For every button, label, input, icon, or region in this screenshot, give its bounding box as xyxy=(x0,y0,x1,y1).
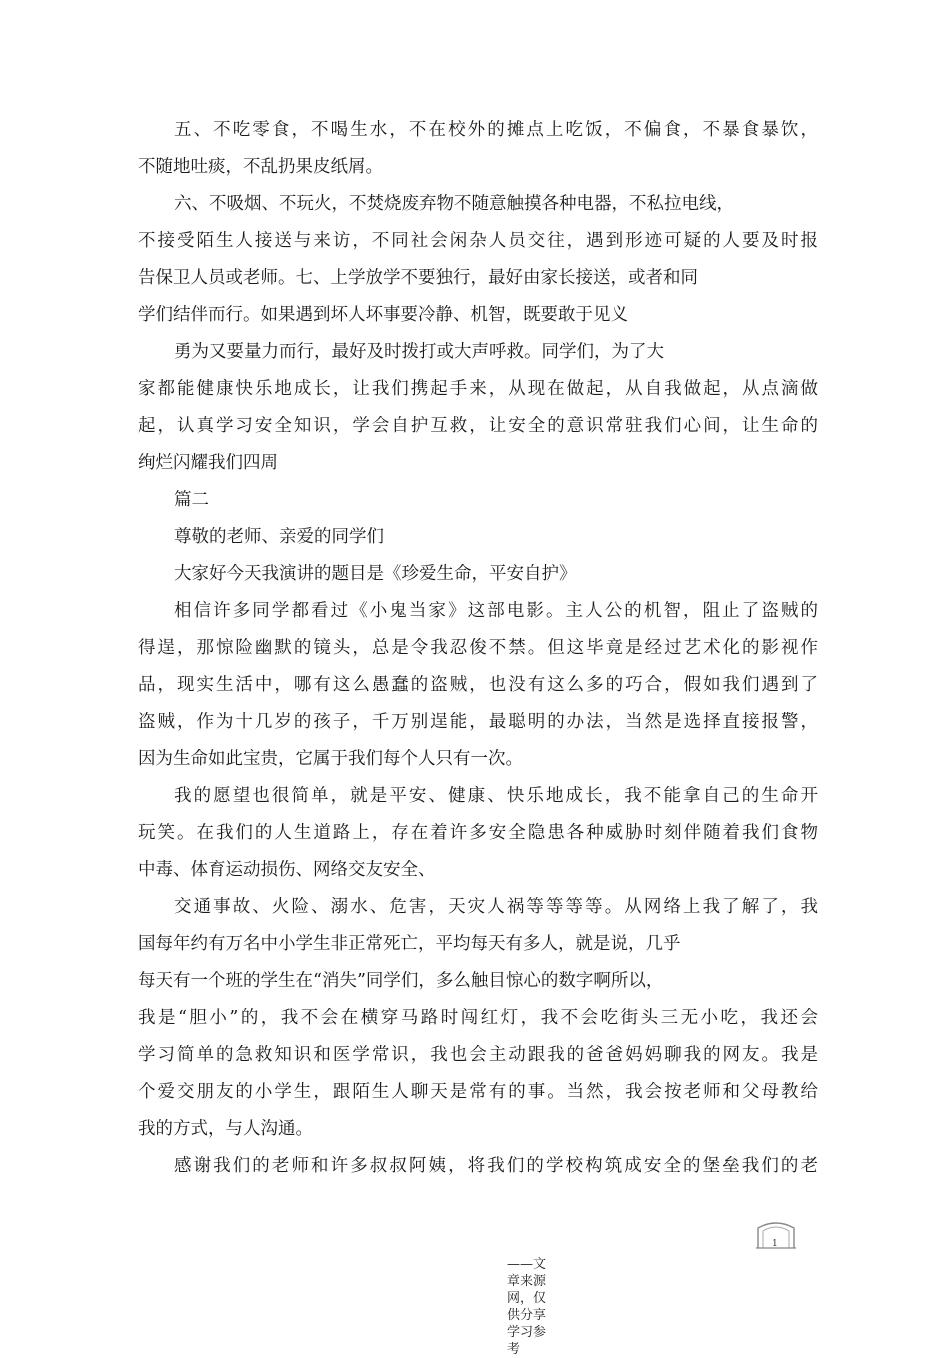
text-line: 五、不吃零食，不喝生水，不在校外的摊点上吃饭，不偏食，不暴食暴饮， xyxy=(174,120,818,140)
source-watermark: ——文章来源网，仅供分享学习参考 xyxy=(507,1257,547,1357)
page-number-icon xyxy=(754,1220,798,1250)
text-line: 起，认真学习安全知识，学会自护互救，让安全的意识常驻我们心间，让生命的 xyxy=(138,416,818,436)
text-line: 得逞，那惊险幽默的镜头，总是令我忍俊不禁。但这毕竟是经过艺术化的影视作 xyxy=(138,638,818,658)
text-line: 中毒、体育运动损伤、网络交友安全、 xyxy=(138,860,436,880)
text-line: 每天有一个班的学生在“消失”同学们，多么触目惊心的数字啊所以， xyxy=(138,971,664,991)
text-line: 因为生命如此宝贵，它属于我们每个人只有一次。 xyxy=(138,749,523,769)
text-line: 不随地吐痰，不乱扔果皮纸屑。 xyxy=(138,157,383,177)
text-line: 我的愿望也很简单，就是平安、健康、快乐地成长，我不能拿自己的生命开 xyxy=(174,786,818,806)
text-line: 我的方式，与人沟通。 xyxy=(138,1119,313,1139)
text-line: 篇二 xyxy=(174,490,209,510)
text-line: 国每年约有万名中小学生非正常死亡，平均每天有多人，就是说，几乎 xyxy=(138,934,681,954)
text-line: 盗贼，作为十几岁的孩子，千万别逞能，最聪明的办法，当然是选择直接报警， xyxy=(138,712,818,732)
text-line: 勇为又要量力而行，最好及时拨打或大声呼救。同学们，为了大 xyxy=(174,342,664,362)
text-line: 六、不吸烟、不玩火，不焚烧废弃物不随意触摸各种电器，不私拉电线， xyxy=(174,194,734,214)
text-line: 个爱交朋友的小学生，跟陌生人聊天是常有的事。当然，我会按老师和父母教给 xyxy=(138,1082,818,1102)
text-line: 感谢我们的老师和许多叔叔阿姨，将我们的学校构筑成安全的堡垒我们的老 xyxy=(174,1156,818,1176)
text-line: 学们结伴而行。如果遇到坏人坏事要冷静、机智，既要敢于见义 xyxy=(138,305,628,325)
text-line: 交通事故、火险、溺水、危害，天灾人祸等等等等。从网络上我了解了，我 xyxy=(174,897,818,917)
text-line: 大家好今天我演讲的题目是《珍爱生命，平安自护》 xyxy=(174,564,577,584)
text-line: 绚烂闪耀我们四周 xyxy=(138,453,278,473)
text-line: 告保卫人员或老师。七、上学放学不要独行，最好由家长接送，或者和同 xyxy=(138,268,698,288)
page-number: 1 xyxy=(772,1239,778,1249)
text-line: 相信许多同学都看过《小鬼当家》这部电影。主人公的机智，阻止了盗贼的 xyxy=(174,601,818,621)
text-line: 不接受陌生人接送与来访，不同社会闲杂人员交往，遇到形迹可疑的人要及时报 xyxy=(138,231,818,251)
body-text xyxy=(138,112,818,1185)
text-line: 品，现实生活中，哪有这么愚蠢的盗贼，也没有这么多的巧合，假如我们遇到了 xyxy=(138,675,818,695)
text-line: 我是“胆小”的，我不会在横穿马路时闯红灯，我不会吃街头三无小吃，我还会 xyxy=(138,1008,818,1028)
text-line: 尊敬的老师、亲爱的同学们 xyxy=(174,527,384,547)
text-line: 家都能健康快乐地成长，让我们携起手来，从现在做起，从自我做起，从点滴做 xyxy=(138,379,818,399)
text-line: 玩笑。在我们的人生道路上，存在着许多安全隐患各种威胁时刻伴随着我们食物 xyxy=(138,823,818,843)
text-line: 学习简单的急救知识和医学常识，我也会主动跟我的爸爸妈妈聊我的网友。我是 xyxy=(138,1045,818,1065)
